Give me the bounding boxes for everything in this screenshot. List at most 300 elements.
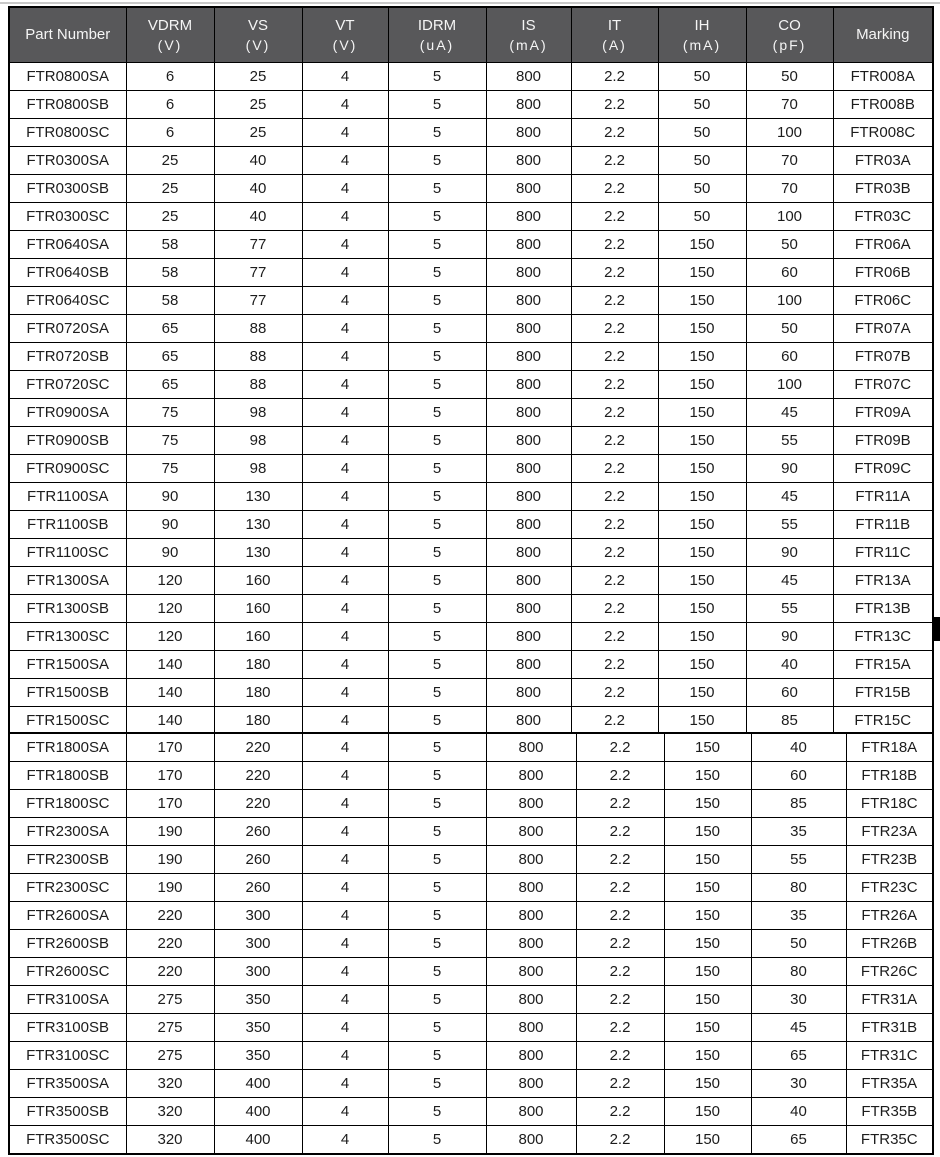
cell: 160 <box>214 595 302 623</box>
cell: 50 <box>751 930 846 958</box>
cell: 800 <box>486 511 571 539</box>
cell: 275 <box>126 1042 214 1070</box>
cell: 4 <box>302 1098 388 1126</box>
cell: 800 <box>486 175 571 203</box>
table-row <box>9 511 933 539</box>
cell: FTR008A <box>833 63 933 91</box>
cell: FTR07C <box>833 371 933 399</box>
spec-table-header <box>9 7 933 63</box>
cell: 220 <box>126 930 214 958</box>
cell: FTR1100SC <box>9 539 126 567</box>
cell: 800 <box>486 818 576 846</box>
cell: 190 <box>126 846 214 874</box>
cell: 800 <box>486 399 571 427</box>
cell: 90 <box>126 483 214 511</box>
cell: 2.2 <box>576 1042 664 1070</box>
cell: 50 <box>746 231 833 259</box>
cell: FTR1300SA <box>9 567 126 595</box>
cell: 150 <box>664 874 751 902</box>
cell: 4 <box>302 539 388 567</box>
cell: 4 <box>302 846 388 874</box>
cell: FTR11A <box>833 483 933 511</box>
cell: 800 <box>486 623 571 651</box>
cell: 150 <box>658 231 746 259</box>
column-unit: (pF) <box>772 37 807 53</box>
cell: FTR0720SA <box>9 315 126 343</box>
cell: 5 <box>388 930 486 958</box>
table-row <box>9 567 933 595</box>
cell: 2.2 <box>576 790 664 818</box>
cell: 5 <box>388 427 486 455</box>
cell: 300 <box>214 930 302 958</box>
cell: FTR1500SA <box>9 651 126 679</box>
cell: 120 <box>126 623 214 651</box>
cell: 400 <box>214 1126 302 1155</box>
cell: 4 <box>302 203 388 231</box>
cell: 2.2 <box>571 147 658 175</box>
cell: 150 <box>664 818 751 846</box>
column-header <box>126 7 214 63</box>
column-label: IDRM <box>417 17 457 34</box>
column-unit: (mA) <box>509 37 548 53</box>
cell: 150 <box>664 790 751 818</box>
table-row <box>9 287 933 315</box>
table-row <box>9 902 933 930</box>
cell: 300 <box>214 902 302 930</box>
cell: 260 <box>214 846 302 874</box>
table-row <box>9 63 933 91</box>
cell: 4 <box>302 147 388 175</box>
cell: FTR06A <box>833 231 933 259</box>
cell: 320 <box>126 1126 214 1155</box>
column-label: VT <box>335 17 355 34</box>
cell: 80 <box>751 958 846 986</box>
cell: 180 <box>214 651 302 679</box>
cell: 30 <box>751 986 846 1014</box>
cell: FTR26C <box>846 958 933 986</box>
cell: 2.2 <box>576 986 664 1014</box>
cell: 25 <box>214 63 302 91</box>
table-row <box>9 539 933 567</box>
cell: FTR0720SB <box>9 343 126 371</box>
cell: FTR07B <box>833 343 933 371</box>
cell: 40 <box>751 1098 846 1126</box>
column-label: VDRM <box>147 17 193 34</box>
cell: 2.2 <box>571 203 658 231</box>
cell: 150 <box>658 623 746 651</box>
cell: 2.2 <box>576 1098 664 1126</box>
cell: 220 <box>214 762 302 790</box>
cell: 400 <box>214 1098 302 1126</box>
cell: 90 <box>746 539 833 567</box>
cell: 140 <box>126 707 214 736</box>
table-row <box>9 203 933 231</box>
column-header <box>302 7 388 63</box>
cell: 60 <box>751 762 846 790</box>
cell: 800 <box>486 651 571 679</box>
cell: 58 <box>126 259 214 287</box>
cell: FTR008C <box>833 119 933 147</box>
cell: 160 <box>214 567 302 595</box>
cell: 77 <box>214 287 302 315</box>
cell: 150 <box>658 651 746 679</box>
table-row <box>9 1042 933 1070</box>
cell: 5 <box>388 790 486 818</box>
cell: 30 <box>751 1070 846 1098</box>
cell: 65 <box>751 1126 846 1155</box>
cell: 4 <box>302 399 388 427</box>
cell: 60 <box>746 679 833 707</box>
cell: 85 <box>751 790 846 818</box>
cell: FTR26A <box>846 902 933 930</box>
cell: 25 <box>126 175 214 203</box>
cell: 6 <box>126 91 214 119</box>
cell: 150 <box>664 902 751 930</box>
cell: 4 <box>302 930 388 958</box>
cell: 25 <box>126 203 214 231</box>
cell: FTR13A <box>833 567 933 595</box>
cell: 50 <box>658 91 746 119</box>
cell: FTR35A <box>846 1070 933 1098</box>
cell: FTR31A <box>846 986 933 1014</box>
cell: 800 <box>486 483 571 511</box>
cell: 2.2 <box>576 958 664 986</box>
cell: 800 <box>486 595 571 623</box>
cell: FTR2300SA <box>9 818 126 846</box>
cell: 5 <box>388 63 486 91</box>
cell: FTR0640SA <box>9 231 126 259</box>
cell: FTR0640SC <box>9 287 126 315</box>
cell: 260 <box>214 874 302 902</box>
cell: 170 <box>126 790 214 818</box>
cell: 40 <box>751 733 846 762</box>
cell: 220 <box>126 902 214 930</box>
cell: FTR2600SC <box>9 958 126 986</box>
cell: 2.2 <box>571 63 658 91</box>
cell: 150 <box>658 287 746 315</box>
cell: 4 <box>302 315 388 343</box>
cell: 5 <box>388 483 486 511</box>
cell: 220 <box>214 733 302 762</box>
cell: 4 <box>302 733 388 762</box>
cell: FTR18A <box>846 733 933 762</box>
table-row <box>9 175 933 203</box>
cell: 800 <box>486 1126 576 1155</box>
cell: FTR23B <box>846 846 933 874</box>
cell: 5 <box>388 818 486 846</box>
table-row <box>9 1014 933 1042</box>
cell: 45 <box>751 1014 846 1042</box>
cell: 90 <box>746 455 833 483</box>
cell: 4 <box>302 1042 388 1070</box>
cell: 320 <box>126 1098 214 1126</box>
cell: FTR3500SB <box>9 1098 126 1126</box>
cell: FTR35B <box>846 1098 933 1126</box>
page-top-rule <box>0 2 940 4</box>
cell: 4 <box>302 762 388 790</box>
cell: 2.2 <box>571 539 658 567</box>
cell: 4 <box>302 343 388 371</box>
cell: 4 <box>302 427 388 455</box>
cell: 4 <box>302 567 388 595</box>
cell: 4 <box>302 483 388 511</box>
table-row <box>9 483 933 511</box>
cell: 5 <box>388 91 486 119</box>
cell: 5 <box>388 119 486 147</box>
cell: 800 <box>486 287 571 315</box>
cell: 350 <box>214 986 302 1014</box>
cell: 800 <box>486 930 576 958</box>
cell: 150 <box>664 1070 751 1098</box>
cell: 150 <box>664 1098 751 1126</box>
cell: 65 <box>126 371 214 399</box>
cell: 5 <box>388 343 486 371</box>
cell: 150 <box>658 483 746 511</box>
cell: FTR0800SB <box>9 91 126 119</box>
cell: 2.2 <box>571 315 658 343</box>
cell: 4 <box>302 175 388 203</box>
cell: 800 <box>486 427 571 455</box>
cell: FTR1100SA <box>9 483 126 511</box>
cell: 2.2 <box>571 707 658 736</box>
column-label: IS <box>521 17 536 34</box>
cell: FTR0640SB <box>9 259 126 287</box>
cell: 800 <box>486 846 576 874</box>
cell: 4 <box>302 902 388 930</box>
cell: 150 <box>658 679 746 707</box>
cell: 2.2 <box>571 623 658 651</box>
cell: FTR1100SB <box>9 511 126 539</box>
cell: 800 <box>486 679 571 707</box>
cell: FTR2600SA <box>9 902 126 930</box>
scan-artifact-mark <box>933 617 940 641</box>
table-row <box>9 818 933 846</box>
table-row <box>9 259 933 287</box>
cell: FTR1800SC <box>9 790 126 818</box>
cell: 2.2 <box>576 762 664 790</box>
cell: 2.2 <box>571 259 658 287</box>
cell: 150 <box>664 1126 751 1155</box>
cell: 275 <box>126 1014 214 1042</box>
cell: 150 <box>664 762 751 790</box>
column-header <box>214 7 302 63</box>
column-header <box>571 7 658 63</box>
cell: 2.2 <box>571 287 658 315</box>
cell: 98 <box>214 399 302 427</box>
cell: 2.2 <box>571 455 658 483</box>
cell: FTR23C <box>846 874 933 902</box>
cell: 180 <box>214 679 302 707</box>
cell: 50 <box>658 175 746 203</box>
cell: 35 <box>751 902 846 930</box>
cell: 2.2 <box>576 733 664 762</box>
column-unit: (V) <box>332 37 358 53</box>
cell: FTR18B <box>846 762 933 790</box>
cell: 2.2 <box>576 902 664 930</box>
cell: 55 <box>746 427 833 455</box>
cell: 2.2 <box>571 483 658 511</box>
cell: 800 <box>486 1098 576 1126</box>
cell: FTR3100SA <box>9 986 126 1014</box>
cell: 180 <box>214 707 302 736</box>
cell: 170 <box>126 733 214 762</box>
cell: 58 <box>126 231 214 259</box>
column-label: Part Number <box>25 26 111 43</box>
cell: 45 <box>746 567 833 595</box>
cell: FTR0300SA <box>9 147 126 175</box>
cell: 5 <box>388 874 486 902</box>
cell: 150 <box>664 986 751 1014</box>
cell: 2.2 <box>571 427 658 455</box>
cell: 2.2 <box>576 1014 664 1042</box>
column-header <box>486 7 571 63</box>
cell: FTR26B <box>846 930 933 958</box>
cell: 100 <box>746 203 833 231</box>
column-label: CO <box>778 17 801 34</box>
cell: FTR2600SB <box>9 930 126 958</box>
cell: 4 <box>302 707 388 736</box>
cell: 77 <box>214 231 302 259</box>
cell: 60 <box>746 343 833 371</box>
cell: FTR35C <box>846 1126 933 1155</box>
cell: 90 <box>126 539 214 567</box>
cell: 5 <box>388 203 486 231</box>
cell: 2.2 <box>576 874 664 902</box>
cell: 800 <box>486 231 571 259</box>
cell: 4 <box>302 986 388 1014</box>
cell: 5 <box>388 371 486 399</box>
cell: 150 <box>658 259 746 287</box>
cell: 220 <box>214 790 302 818</box>
cell: 2.2 <box>571 399 658 427</box>
table-row <box>9 1070 933 1098</box>
column-label: IH <box>694 17 710 34</box>
cell: 45 <box>746 399 833 427</box>
cell: FTR3500SC <box>9 1126 126 1155</box>
cell: 220 <box>126 958 214 986</box>
table-row <box>9 958 933 986</box>
cell: FTR0300SB <box>9 175 126 203</box>
cell: 4 <box>302 371 388 399</box>
cell: FTR11C <box>833 539 933 567</box>
cell: 55 <box>746 511 833 539</box>
header-row <box>9 7 933 63</box>
cell: 6 <box>126 119 214 147</box>
cell: 50 <box>746 315 833 343</box>
cell: 4 <box>302 231 388 259</box>
cell: 170 <box>126 762 214 790</box>
table-row <box>9 874 933 902</box>
cell: 260 <box>214 818 302 846</box>
cell: 75 <box>126 427 214 455</box>
cell: FTR18C <box>846 790 933 818</box>
spec-table-lower-body <box>9 733 933 1154</box>
cell: 70 <box>746 147 833 175</box>
cell: 65 <box>751 1042 846 1070</box>
cell: 150 <box>664 1014 751 1042</box>
cell: 2.2 <box>571 511 658 539</box>
cell: 65 <box>126 315 214 343</box>
cell: FTR1800SA <box>9 733 126 762</box>
cell: 800 <box>486 707 571 736</box>
cell: FTR09B <box>833 427 933 455</box>
cell: 4 <box>302 595 388 623</box>
cell: 5 <box>388 651 486 679</box>
cell: 2.2 <box>571 91 658 119</box>
cell: 150 <box>664 958 751 986</box>
cell: 150 <box>658 315 746 343</box>
cell: 4 <box>302 790 388 818</box>
cell: 2.2 <box>571 567 658 595</box>
spec-table-upper-body <box>9 63 933 736</box>
cell: 100 <box>746 119 833 147</box>
cell: 800 <box>486 1070 576 1098</box>
cell: 5 <box>388 1126 486 1155</box>
table-row <box>9 315 933 343</box>
cell: 5 <box>388 259 486 287</box>
cell: 5 <box>388 1042 486 1070</box>
cell: FTR15A <box>833 651 933 679</box>
cell: 150 <box>664 846 751 874</box>
cell: 4 <box>302 958 388 986</box>
cell: 800 <box>486 733 576 762</box>
cell: 88 <box>214 371 302 399</box>
cell: FTR13C <box>833 623 933 651</box>
cell: 2.2 <box>571 343 658 371</box>
cell: FTR0900SC <box>9 455 126 483</box>
cell: 4 <box>302 1126 388 1155</box>
table-row <box>9 595 933 623</box>
cell: FTR2300SB <box>9 846 126 874</box>
cell: 800 <box>486 1014 576 1042</box>
cell: 5 <box>388 986 486 1014</box>
cell: 50 <box>658 203 746 231</box>
cell: 5 <box>388 315 486 343</box>
cell: FTR1300SC <box>9 623 126 651</box>
cell: 50 <box>658 147 746 175</box>
table-row <box>9 930 933 958</box>
table-row <box>9 846 933 874</box>
table-row <box>9 455 933 483</box>
column-label: VS <box>247 17 268 34</box>
cell: 150 <box>658 595 746 623</box>
cell: 100 <box>746 287 833 315</box>
cell: 35 <box>751 818 846 846</box>
cell: 300 <box>214 958 302 986</box>
cell: 800 <box>486 147 571 175</box>
cell: 150 <box>658 511 746 539</box>
cell: 160 <box>214 623 302 651</box>
cell: 150 <box>658 455 746 483</box>
cell: 4 <box>302 679 388 707</box>
cell: 2.2 <box>571 371 658 399</box>
cell: 130 <box>214 483 302 511</box>
cell: 190 <box>126 874 214 902</box>
cell: FTR03A <box>833 147 933 175</box>
cell: 90 <box>746 623 833 651</box>
cell: 800 <box>486 119 571 147</box>
cell: FTR1500SB <box>9 679 126 707</box>
cell: 55 <box>746 595 833 623</box>
table-row <box>9 147 933 175</box>
cell: 4 <box>302 651 388 679</box>
cell: 50 <box>746 63 833 91</box>
cell: 4 <box>302 1070 388 1098</box>
cell: 4 <box>302 259 388 287</box>
cell: 2.2 <box>576 846 664 874</box>
cell: 350 <box>214 1014 302 1042</box>
cell: 800 <box>486 63 571 91</box>
